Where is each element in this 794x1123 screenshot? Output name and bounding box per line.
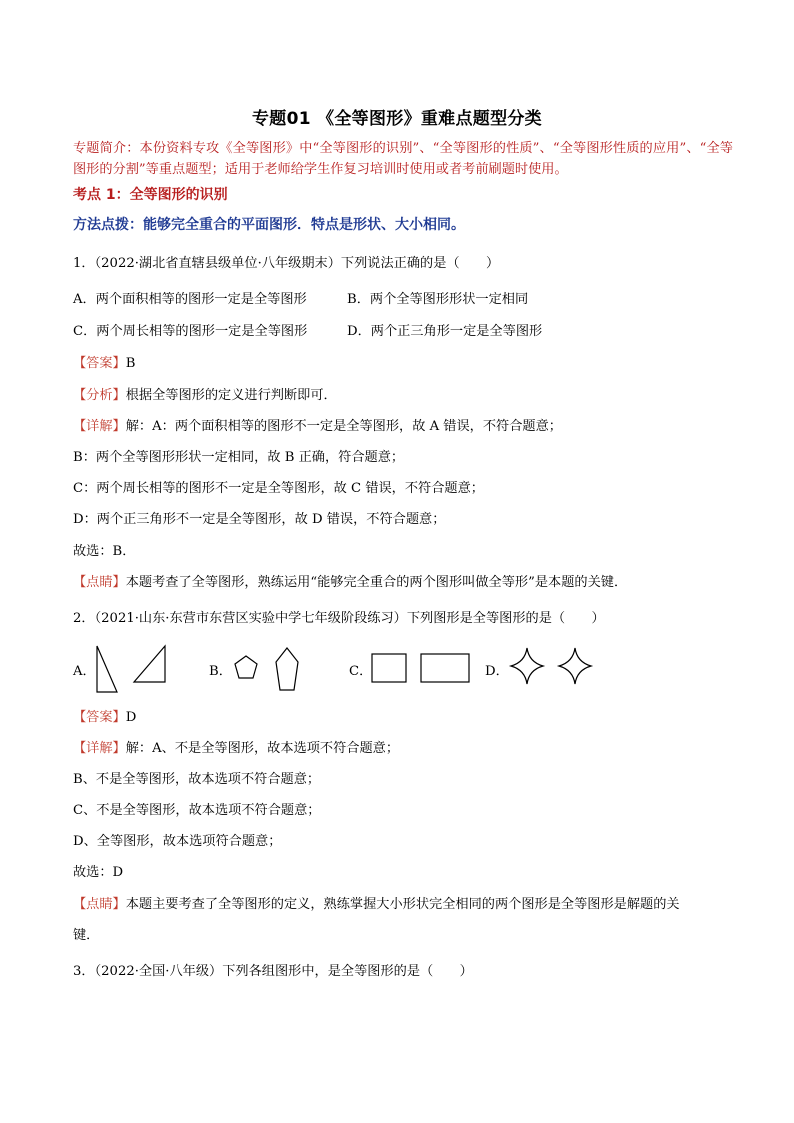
comment-tag: 【点睛】 bbox=[73, 575, 126, 590]
detail-tag: 【详解】 bbox=[73, 741, 126, 756]
question-1-detail-line-1 bbox=[73, 415, 562, 434]
question-3-stem: 3．（2022·全国·八年级）下列各组图形中，是全等图形的是（ ） bbox=[73, 964, 473, 979]
question-2-detail-line-1 bbox=[73, 737, 399, 756]
question-2-detail-line-4: D、全等图形，故本选项符合题意； bbox=[73, 834, 282, 849]
question-1-option-d: D．两个正三角形一定是全等图形 bbox=[347, 324, 543, 339]
section-heading: 考点 1：全等图形的识别 bbox=[73, 187, 228, 203]
figure-label-c: C． bbox=[349, 664, 373, 679]
figure-label-a: A． bbox=[73, 664, 96, 679]
question-1-option-a: A．两个面积相等的图形一定是全等图形 bbox=[73, 292, 307, 307]
question-2-figure-options bbox=[73, 644, 693, 696]
question-2-detail-line-2: B、不是全等图形，故本选项不符合题意； bbox=[73, 772, 321, 787]
question-1-analysis bbox=[73, 384, 337, 403]
topic-intro: 专题简介：本份资料专攻《全等图形》中“全等图形的识别”、“全等图形的性质”、“全等图形性质的应用”、“全等图形的分割”等重点题型；适用于老师给学生作复习培训时使用或者考前刷题时使用。 bbox=[73, 141, 733, 177]
comment-text: 本题考查了全等图形，熟练运用“能够完全重合的两个图形叫做全等形”是本题的关键． bbox=[125, 575, 628, 590]
question-1-detail-line-4: D：两个正三角形不一定是全等图形，故 D 错误，不符合题意； bbox=[73, 512, 446, 527]
question-1-comment bbox=[73, 571, 627, 590]
question-1-detail-line-3: C：两个周长相等的图形不一定是全等图形，故 C 错误，不符合题意； bbox=[73, 481, 484, 496]
detail-text: 解：A、不是全等图形，故本选项不符合题意； bbox=[125, 741, 400, 756]
detail-tag: 【详解】 bbox=[73, 419, 126, 434]
rectangle-pair-figure bbox=[369, 644, 479, 696]
comment-text: 本题主要考查了全等图形的定义，熟练掌握大小形状完全相同的两个图形是全等图形是解题的关 bbox=[125, 897, 680, 912]
question-1-answer bbox=[73, 352, 135, 371]
question-1-option-c: C．两个周长相等的图形一定是全等图形 bbox=[73, 324, 308, 339]
question-2-comment-line-2: 键． bbox=[73, 928, 100, 943]
answer-value: D bbox=[125, 710, 137, 725]
analysis-tag: 【分析】 bbox=[73, 388, 126, 403]
method-tip: 方法点拨：能够完全重合的平面图形．特点是形状、大小相同。 bbox=[73, 217, 465, 233]
detail-text: 解：A：两个面积相等的图形不一定是全等图形，故 A 错误，不符合题意； bbox=[125, 419, 562, 434]
analysis-text: 根据全等图形的定义进行判断即可． bbox=[125, 388, 337, 403]
answer-tag: 【答案】 bbox=[73, 356, 126, 371]
figure-label-d: D． bbox=[485, 664, 509, 679]
question-2-answer bbox=[73, 706, 136, 725]
answer-tag: 【答案】 bbox=[73, 710, 126, 725]
question-1-stem: 1．（2022·湖北省直辖县级单位·八年级期末）下列说法正确的是（ ） bbox=[73, 256, 500, 271]
question-2-detail-line-3: C、不是全等图形，故本选项不符合题意； bbox=[73, 803, 321, 818]
question-2-comment-line-1 bbox=[73, 893, 680, 912]
comment-tag: 【点睛】 bbox=[73, 897, 126, 912]
pentagon-pair-figure bbox=[231, 644, 311, 696]
question-1-choice: 故选：B． bbox=[73, 544, 136, 559]
question-2-stem: 2．（2021·山东·东营市东营区实验中学七年级阶段练习）下列图形是全等图形的是（ ） bbox=[73, 611, 605, 626]
triangle-pair-figure bbox=[93, 644, 193, 696]
figure-label-b: B． bbox=[209, 664, 232, 679]
answer-value: B bbox=[125, 356, 136, 371]
question-2-choice: 故选：D bbox=[73, 865, 124, 880]
question-1-detail-line-2: B：两个全等图形形状一定相同，故 B 正确，符合题意； bbox=[73, 450, 405, 465]
page-title: 专题01 《全等图形》重难点题型分类 bbox=[252, 109, 542, 129]
star-pair-figure bbox=[505, 644, 605, 696]
question-1-option-b: B．两个全等图形形状一定相同 bbox=[347, 292, 529, 307]
